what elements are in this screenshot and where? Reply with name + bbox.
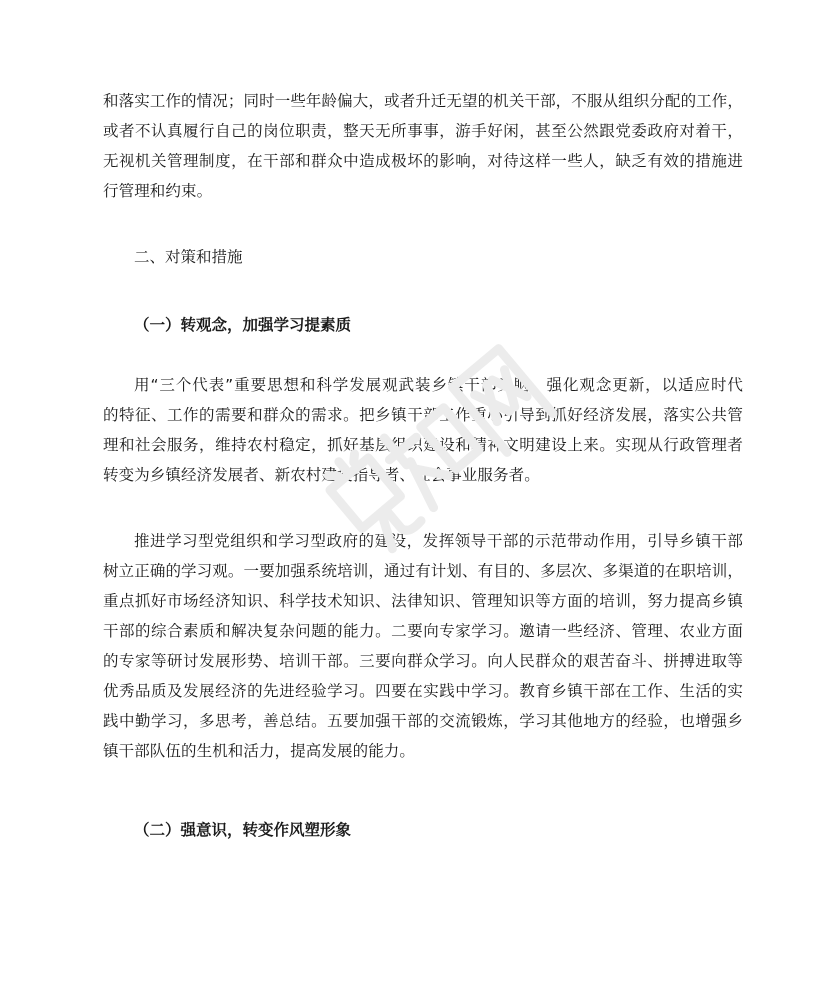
paragraph-2 <box>103 370 743 490</box>
paragraph-3-line: 践中勤学习，多思考，善总结。五要加强干部的交流锻炼，学习其他地方的经验，也增强乡 <box>103 712 743 730</box>
paragraph-1-line: 行管理和约束。 <box>103 182 213 200</box>
paragraph-3-line: 重点抓好市场经济知识、科学技术知识、法律知识、管理知识等方面的培训，努力提高乡镇 <box>103 592 743 610</box>
section-title: 二、对策和措施 <box>134 248 243 266</box>
paragraph-3-line: 干部的综合素质和解决复杂问题的能力。二要向专家学习。邀请一些经济、管理、农业方面 <box>103 622 743 640</box>
paragraph-3-line: 镇干部队伍的生机和活力，提高发展的能力。 <box>103 742 416 760</box>
paragraph-1 <box>103 86 743 206</box>
paragraph-2-line: 转变为乡镇经济发展者、新农村建设指导者、社会事业服务者。 <box>103 466 540 484</box>
paragraph-2-line: 用“三个代表”重要思想和科学发展观武装乡镇干部头脑，强化观念更新，以适应时代 <box>134 376 743 394</box>
paragraph-1-line: 和落实工作的情况；同时一些年龄偏大，或者升迁无望的机关干部，不服从组织分配的工作， <box>103 92 743 110</box>
paragraph-3-line: 推进学习型党组织和学习型政府的建设，发挥领导干部的示范带动作用，引导乡镇干部 <box>134 532 743 550</box>
paragraph-3-line: 优秀品质及发展经济的先进经验学习。四要在实践中学习。教育乡镇干部在工作、生活的实 <box>103 682 743 700</box>
subsection-title-2: （二）强意识，转变作风塑形象 <box>134 821 352 839</box>
paragraph-1-line: 无视机关管理制度，在干部和群众中造成极坏的影响，对待这样一些人，缺乏有效的措施进 <box>103 152 743 170</box>
paragraph-3-line: 树立正确的学习观。一要加强系统培训，通过有计划、有目的、多层次、多渠道的在职培训， <box>103 562 743 580</box>
paragraph-3 <box>103 526 743 766</box>
subsection-title-1: （一）转观念，加强学习提素质 <box>134 316 352 334</box>
paragraph-1-line: 或者不认真履行自己的岗位职责，整天无所事事，游手好闲，甚至公然跟党委政府对着干， <box>103 122 743 140</box>
paragraph-3-line: 的专家等研讨发展形势、培训干部。三要向群众学习。向人民群众的艰苦奋斗、拼搏进取等 <box>103 652 743 670</box>
paragraph-2-line: 的特征、工作的需要和群众的需求。把乡镇干部工作重心引导到抓好经济发展，落实公共管 <box>103 406 743 424</box>
paragraph-2-line: 理和社会服务，维持农村稳定，抓好基层组织建设和精神文明建设上来。实现从行政管理者 <box>103 436 743 454</box>
